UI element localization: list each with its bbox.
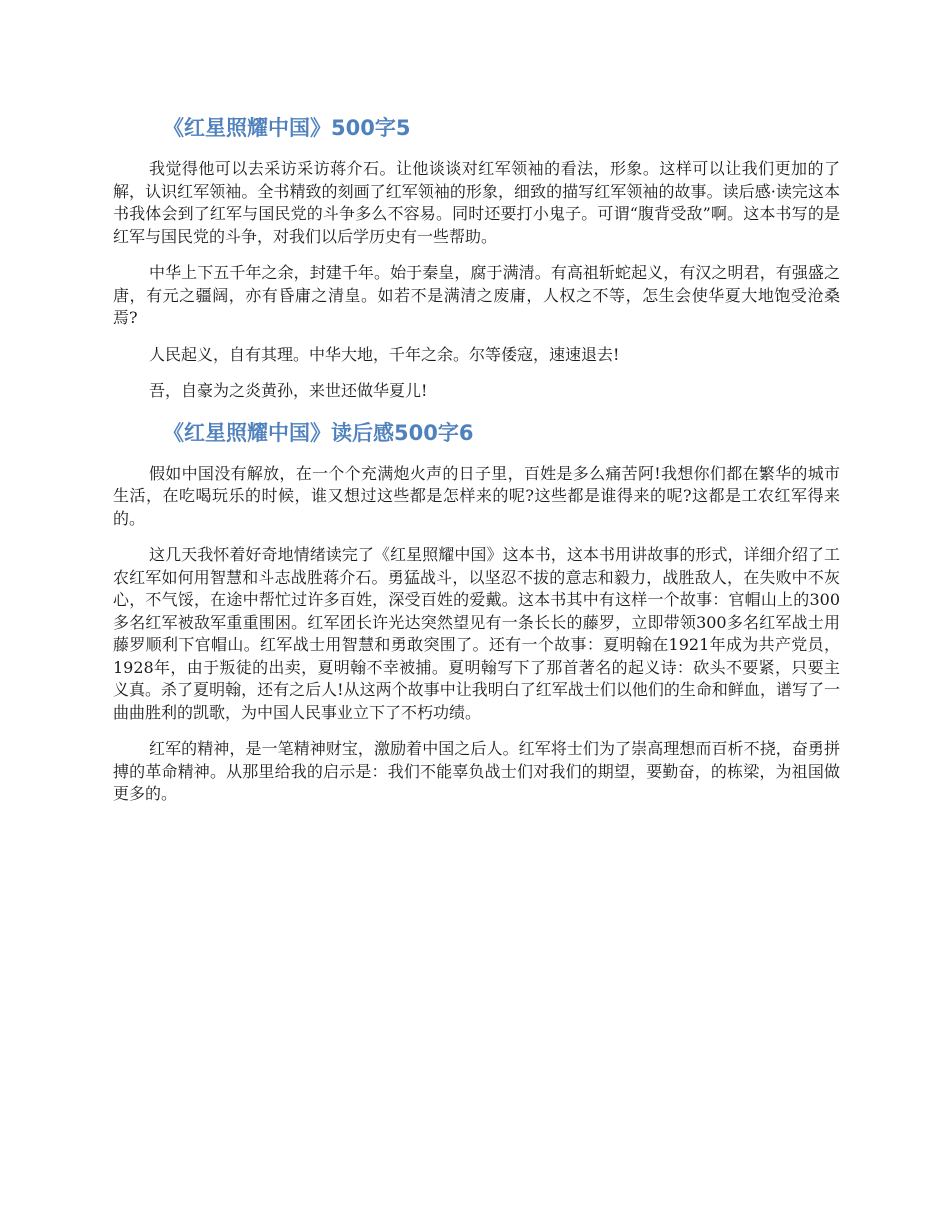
paragraph: 假如中国没有解放，在一个个充满炮火声的日子里，百姓是多么痛苦阿!我想你们都在繁华的城市生活，在吃喝玩乐的时候，谁又想过这些都是怎样来的呢?这些都是谁得来的呢?这都是工农红军得来的。: [113, 463, 840, 528]
paragraph: 中华上下五千年之余，封建千年。始于秦皇，腐于满清。有高祖斩蛇起义，有汉之明君，有强盛之唐，有元之疆阔，亦有昏庸之清皇。如若不是满清之废庸，人权之不等，怎生会使华夏大地饱受沧桑焉?: [113, 263, 840, 327]
paragraph: 人民起义，自有其理。中华大地，千年之余。尔等倭寇，速速退去!: [149, 344, 620, 364]
paragraph: 红军的精神，是一笔精神财宝，激励着中国之后人。红军将士们为了崇高理想而百析不挠，奋勇拼搏的革命精神。从那里给我的启示是：我们不能辜负战士们对我们的期望，要勤奋，的栋梁，为祖国做更多的。: [113, 739, 840, 803]
paragraph: 吾，自豪为之炎黄孙，来世还做华夏儿!: [149, 381, 428, 400]
section-heading: 《红星照耀中国》500字5: [163, 116, 411, 140]
document-body: [113, 112, 840, 820]
paragraph: 我觉得他可以去采访采访蒋介石。让他谈谈对红军领袖的看法，形象。这样可以让我们更加的了解，认识红军领袖。全书精致的刻画了红军领袖的形象，细致的描写红军领袖的故事。读后感·读完这本书我体会到了红军与国民党的斗争多么不容易。同时还要打小鬼子。可谓“腹背受敌”啊。这本书写的是红军与国民党的斗争，对我们以后学历史有一些帮助。: [113, 159, 840, 246]
section-heading: 《红星照耀中国》读后感500字6: [163, 420, 474, 445]
paragraph: 这几天我怀着好奇地情绪读完了《红星照耀中国》这本书，这本书用讲故事的形式，详细介绍了工农红军如何用智慧和斗志战胜蒋介石。勇猛战斗，以坚忍不拔的意志和毅力，战胜敌人，在失败中不灰心，不气馁，在途中帮忙过许多百姓，深受百姓的爱戴。这本书其中有这样一个故事：官帽山上的300多名红军被敌军重重围困。红军团长许光达突然望见有一条长长的藤罗，立即带领300多名红军战士用藤罗顺利下官帽山。红军战士用智慧和勇敢突围了。还有一个故事：夏明翰在1921年成为共产党员，1928年，由于叛徒的出卖，夏明翰不幸被捕。夏明翰写下了那首著名的起义诗：砍头不要紧，只要主义真。杀了夏明翰，还有之后人!从这两个故事中让我明白了红军战士们以他们的生命和鲜血，谱写了一曲曲胜利的凯歌，为中国人民事业立下了不朽功绩。: [113, 545, 840, 722]
section-essay-5: [113, 112, 840, 403]
section-essay-6: [113, 417, 840, 806]
